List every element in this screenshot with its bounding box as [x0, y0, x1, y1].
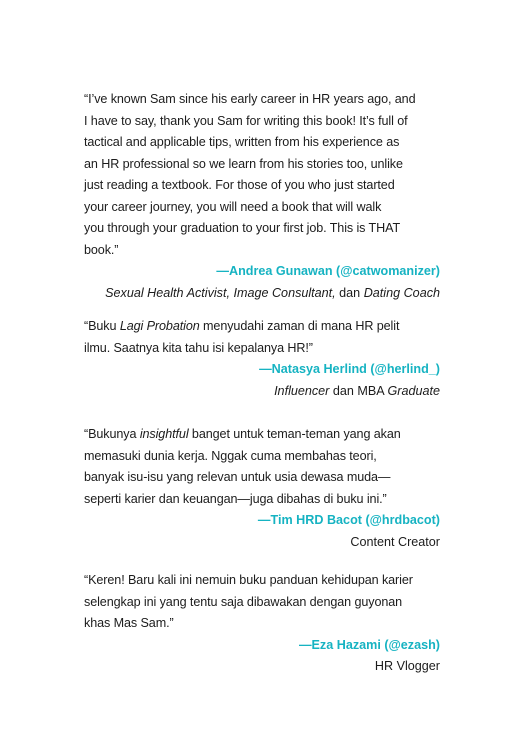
quote-line: selengkap ini yang tentu saja dibawakan dengan guyonan — [84, 594, 403, 609]
quote-line — [84, 424, 440, 446]
quote-line: “Keren! Baru kali ini nemuin buku panduan kehidupan karier — [84, 573, 413, 587]
testimonial-quote — [84, 316, 440, 359]
testimonial-quote — [84, 424, 440, 510]
testimonial-role: HR Vlogger — [374, 659, 440, 673]
testimonial-attribution: —Eza Hazami (@ezash) — [298, 637, 440, 652]
quote-line: an HR professional so we learn from his stories too, unlike — [84, 156, 403, 171]
quote-part: banget untuk teman-teman yang akan — [188, 427, 401, 441]
testimonial-hrdbacot — [84, 424, 440, 553]
testimonial-quote — [84, 570, 440, 635]
role-part: Sexual Health Activist, Image Consultant, — [105, 285, 336, 300]
quote-part: “Buku — [84, 319, 120, 333]
quote-part: menyudahi zaman di mana HR pelit — [199, 319, 400, 333]
quote-line — [84, 316, 440, 338]
testimonial-role — [84, 381, 440, 403]
role-part: dan — [335, 285, 364, 300]
role-part: dan MBA — [329, 383, 388, 398]
quote-line: I have to say, thank you Sam for writing this book! It’s full of — [84, 113, 408, 128]
quote-line: you through your graduation to your first job. This is THAT — [84, 221, 401, 235]
quote-part: “Bukunya — [84, 427, 140, 441]
role-part: Influencer — [274, 383, 330, 398]
quote-emphasis: insightful — [139, 427, 189, 441]
role-part: Dating Coach — [363, 285, 440, 300]
quote-line: “I’ve known Sam since his early career in HR years ago, and — [84, 92, 416, 106]
quote-line: khas Mas Sam.” — [84, 616, 174, 630]
quote-line: memasuki dunia kerja. Nggak cuma membahas teori, — [84, 448, 377, 463]
testimonial-eza — [84, 570, 440, 678]
testimonial-natasya — [84, 316, 440, 402]
testimonial-quote — [84, 89, 440, 261]
quote-line: banyak isu-isu yang relevan untuk usia dewasa muda— — [84, 470, 391, 484]
testimonial-attribution: —Tim HRD Bacot (@hrdbacot) — [257, 513, 440, 527]
testimonial-role: Content Creator — [350, 534, 440, 549]
quote-line: just reading a textbook. For those of you who just started — [84, 178, 395, 192]
testimonial-attribution: —Natasya Herlind (@herlind_) — [259, 362, 440, 376]
book-title: Lagi Probation — [119, 319, 200, 333]
quote-line: ilmu. Saatnya kita tahu isi kepalanya HR!” — [84, 340, 313, 355]
testimonial-andrea — [84, 89, 440, 304]
quote-line: book.” — [84, 242, 119, 257]
quote-line: seperti karier dan keuangan—juga dibahas di buku ini.” — [84, 491, 387, 506]
role-part: Graduate — [387, 383, 440, 398]
quote-line: tactical and applicable tips, written from his experience as — [84, 135, 400, 149]
quote-line: your career journey, you will need a book that will walk — [84, 199, 382, 214]
testimonial-attribution: —Andrea Gunawan (@catwomanizer) — [216, 264, 440, 278]
testimonial-role — [84, 283, 440, 305]
